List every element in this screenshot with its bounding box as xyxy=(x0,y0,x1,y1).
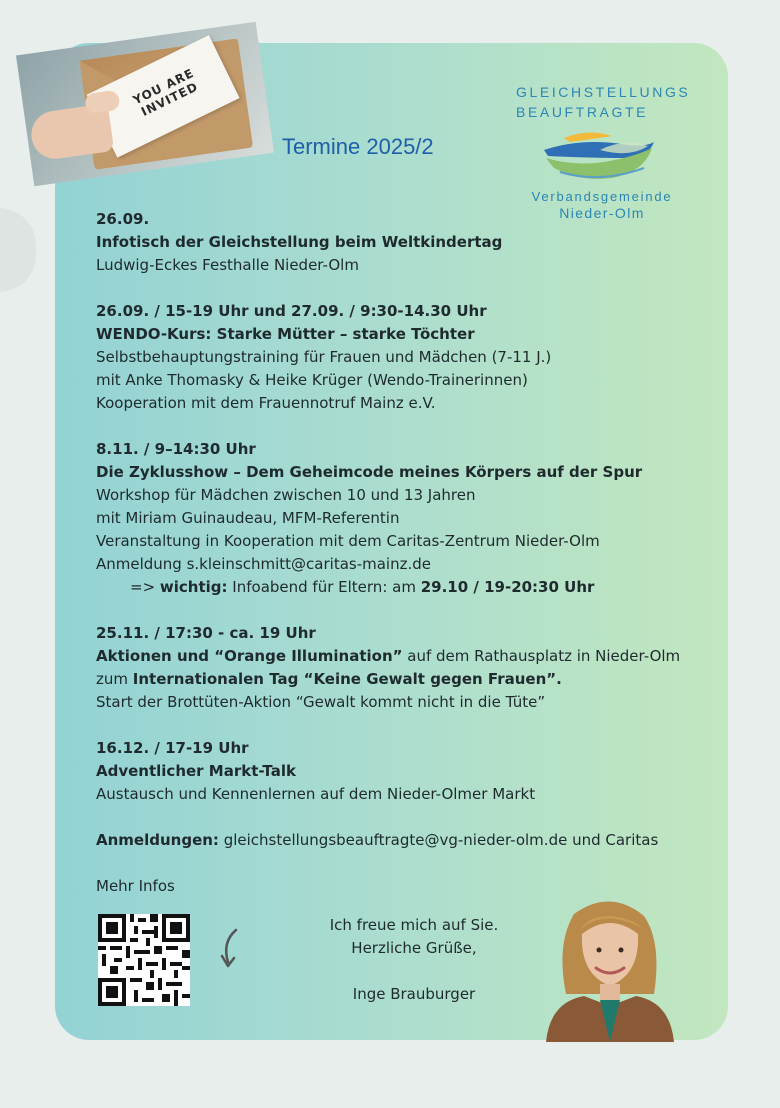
logo-line-3: Verbandsgemeinde xyxy=(531,189,673,204)
more-info: Mehr Infos xyxy=(96,877,175,895)
event-detail: Start der Brottüten-Aktion “Gewalt kommt nicht in die Tüte” xyxy=(96,693,546,711)
event-list xyxy=(96,208,716,898)
event-detail: Anmeldung s.kleinschmitt@caritas-mainz.de xyxy=(96,555,431,573)
event-detail: zum Internationalen Tag “Keine Gewalt gegen Frauen”. xyxy=(96,670,562,688)
event-date: 8.11. / 9–14:30 Uhr xyxy=(96,440,256,458)
event-detail: Kooperation mit dem Frauennotruf Mainz e.V. xyxy=(96,394,436,412)
event-title: Infotisch der Gleichstellung beim Weltkindertag xyxy=(96,233,503,251)
qr-code-icon[interactable] xyxy=(98,914,190,1006)
curved-arrow-down-icon xyxy=(218,928,242,970)
logo-title xyxy=(516,82,691,122)
closing-line: Ich freue mich auf Sie. xyxy=(329,916,499,934)
event-title: WENDO-Kurs: Starke Mütter – starke Töchter xyxy=(96,325,475,343)
page-title: Termine 2025/2 xyxy=(282,134,434,159)
portrait-photo xyxy=(544,894,676,1042)
closing-greeting: Herzliche Grüße, xyxy=(351,939,477,957)
event-title: Adventlicher Markt-Talk xyxy=(96,762,296,780)
event-date: 26.09. xyxy=(96,210,150,228)
event-detail: Workshop für Mädchen zwischen 10 und 13 Jahren xyxy=(96,486,476,504)
logo-line-2: BEAUFTRAGTE xyxy=(516,104,649,120)
logo-line-1: GLEICHSTELLUNGS xyxy=(516,84,691,100)
side-decoration xyxy=(0,208,36,292)
event-date: 16.12. / 17-19 Uhr xyxy=(96,739,249,757)
event-title: Die Zyklusshow – Dem Geheimcode meines Körpers auf der Spur xyxy=(96,463,643,481)
event-detail: mit Miriam Guinaudeau, MFM-Referentin xyxy=(96,509,400,527)
event-detail: Selbstbehauptungstraining für Frauen und Mädchen (7-11 J.) xyxy=(96,348,552,366)
event-detail: Veranstaltung in Kooperation mit dem Caritas-Zentrum Nieder-Olm xyxy=(96,532,600,550)
event-detail: Ludwig-Eckes Festhalle Nieder-Olm xyxy=(96,256,359,274)
logo-line-4: Nieder-Olm xyxy=(559,205,645,221)
registrations: Anmeldungen: gleichstellungsbeauftragte@vg-nieder-olm.de und Caritas xyxy=(96,831,659,849)
event-detail: Austausch und Kennenlernen auf dem Nieder-Olmer Markt xyxy=(96,785,536,803)
event-note: => wichtig: Infoabend für Eltern: am 29.10 / 19-20:30 Uhr xyxy=(130,578,595,596)
logo-wave-icon xyxy=(540,128,660,188)
event-detail: mit Anke Thomasky & Heike Krüger (Wendo-Trainerinnen) xyxy=(96,371,528,389)
closing-message xyxy=(300,914,528,1006)
event-date: 26.09. / 15-19 Uhr und 27.09. / 9:30-14.30 Uhr xyxy=(96,302,487,320)
event-title: Aktionen und “Orange Illumination” auf dem Rathausplatz in Nieder-Olm xyxy=(96,647,681,665)
closing-signature: Inge Brauburger xyxy=(352,985,476,1003)
event-date: 25.11. / 17:30 - ca. 19 Uhr xyxy=(96,624,316,642)
invitation-text: YOU ARE INVITED xyxy=(130,65,201,119)
